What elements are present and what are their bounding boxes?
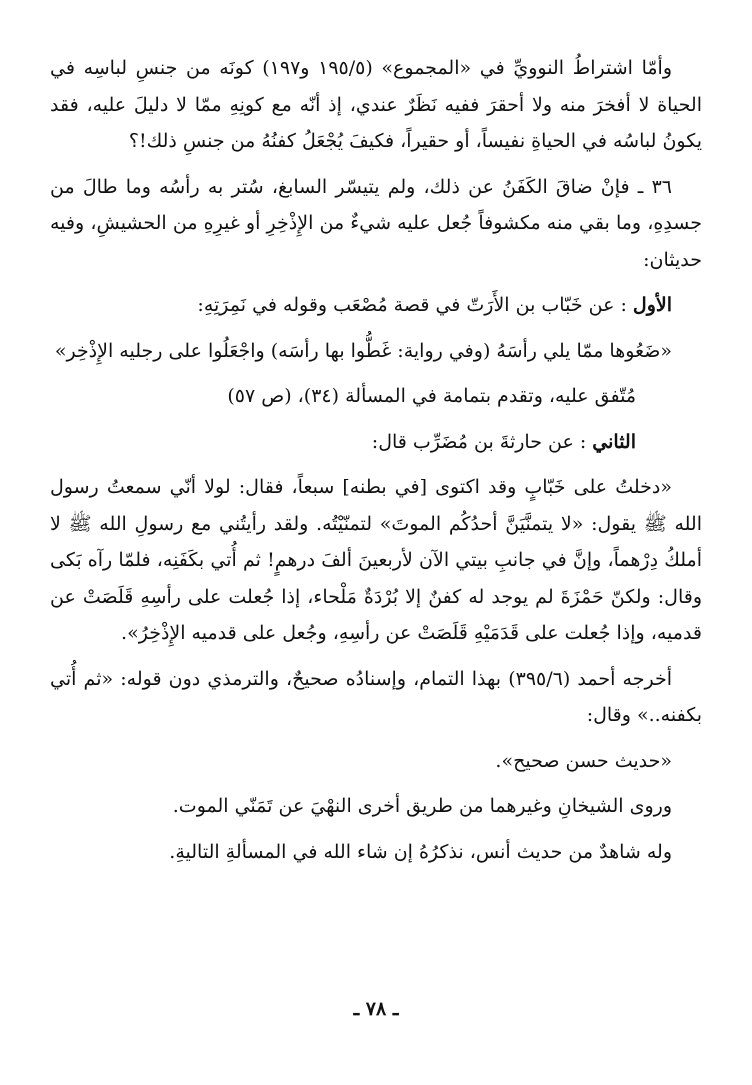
paragraph-first-hadith-quote: «ضَعُوها ممّا يلي رأسَهُ (وفي رواية: غَطُّوا بها رأسَه) واجْعَلُوا على رجليه الإِذْخِر» xyxy=(54,339,672,362)
paragraph-tirmidhi-grade: «حديث حسن صحيح». xyxy=(495,749,672,772)
paragraph-issue-36: ٣٦ ـ فإنْ ضاقَ الكَفَنُ عن ذلك، ولم يتيسّر السابغ، سُتر به رأسُه وما طالَ من جسدِهِ، وما بقي منه مكشوفاً جُعل عليه شيءٌ من الإِذْخِرِ أو غيرِهِ من الحشيشِ، وفيه حديثان: xyxy=(50,175,702,271)
page-number: ـ ٧٨ ـ xyxy=(353,998,399,1020)
first-hadith-intro-text: : عن خَبّاب بن الأَرَتّ في قصة مُصْعَب وقوله في نَمِرَتِهِ: xyxy=(197,294,627,316)
first-label: الأول xyxy=(632,294,672,316)
paragraph-ahmad-takhrij: أخرجه أحمد (٣٩٥/٦) بهذا التمام، وإسنادُه صحيحٌ، والترمذي دون قوله: «ثم أُتي بكفنه..» وقال: xyxy=(50,667,702,726)
paragraph-second-hadith-intro xyxy=(50,424,702,461)
paragraph-first-hadith-intro xyxy=(50,287,702,324)
body-text xyxy=(50,50,702,870)
paragraph-shaykhan: وروى الشيخانِ وغيرهما من طريق أخرى النهْيَ عن تَمَنّي الموت. xyxy=(172,795,672,817)
second-label: الثاني xyxy=(592,430,636,453)
paragraph-witness-anas: وله شاهدٌ من حديث أنس، نذكرُهُ إن شاء الله في المسألةِ التاليةِ. xyxy=(169,840,672,863)
paragraph-agreed-upon: مُتّفق عليه، وتقدم بتمامة في المسألة (٣٤)، (ص ٥٧) xyxy=(227,385,636,407)
paragraph-second-hadith-quote: «دخلتُ على خَبّابٍ وقد اكتوى [في بطنه] سبعاً، فقال: لولا أنّي سمعتُ رسول الله ﷺ يقول: «لا يتمنَّيَنَّ أحدُكُم الموتَ» لتمنّيْتُه. ولقد رأيتُني مع رسولِ الله ﷺ لا أملكُ دِرْهماً، وإنَّ في جانبِ بيتي الآن لأربعينَ ألفَ درهمٍ! ثم أُتي بكَفَنِه، فلمّا رآه بَكى وقال: ولكنّ حَمْزَةَ لم يوجد له كفنٌ إلا بُرْدَةٌ مَلْحاء، إذا جُعلت على رأسِهِ قَلَصَتْ عن قدميه، وإذا جُعلت على قَدَمَيْهِ قَلَصَتْ عن رأسِهِ، وجُعل على قدميه الإِذْخِرُ». xyxy=(50,476,702,644)
second-hadith-intro-text: : عن حارثةَ بن مُضَرِّب قال: xyxy=(371,430,587,453)
paragraph-nawawi-condition: وأمّا اشتراطُ النوويِّ في «المجموع» (١٩٥/٥ و١٩٧) كونَه من جنسِ لباسِه في الحياة لا أفخرَ منه ولا أحقرَ ففيه نَظَرٌ عندي، إذ أنّه مع كونِهِ ممّا لا دليلَ عليه، فقد يكونُ لباسُه في الحياةِ نفيساً، أو حقيراً، فكيفَ يُجْعَلُ كفنُهُ من جنسِ ذلك!؟ xyxy=(50,57,702,152)
